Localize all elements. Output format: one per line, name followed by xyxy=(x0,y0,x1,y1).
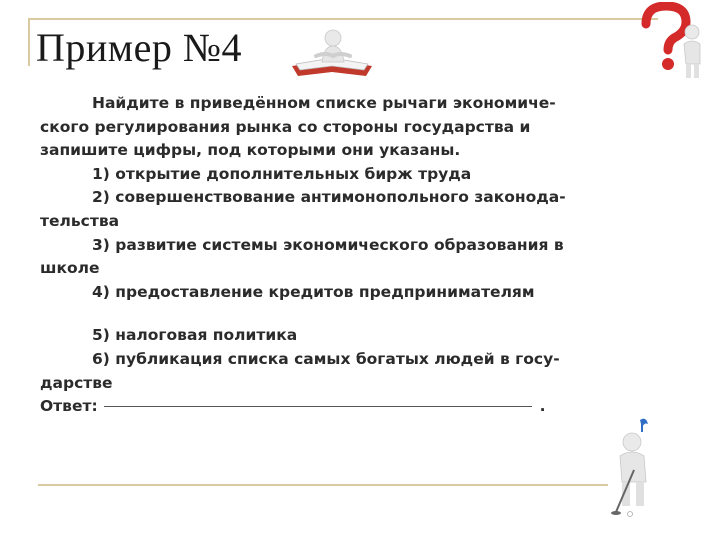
task-intro-line-2: ского регулирования рынка со стороны государства и xyxy=(40,117,531,136)
answer-end-mark: . xyxy=(539,397,546,416)
answer-row xyxy=(40,395,652,419)
option-1: 1) открытие дополнительных бирж труда xyxy=(92,164,472,183)
frame-top-line xyxy=(28,18,658,20)
option-3-continued: школе xyxy=(40,259,100,278)
option-4: 4) предоставление кредитов предпринимателям xyxy=(92,282,535,301)
option-2-continued: тельства xyxy=(40,211,120,230)
figure-reading-book-icon xyxy=(286,26,378,82)
answer-blank-line xyxy=(104,406,532,407)
answer-label: Ответ: xyxy=(40,397,98,416)
option-3: 3) развитие системы экономического образования в xyxy=(92,235,564,254)
option-2: 2) совершенствование антимонопольного законода- xyxy=(92,188,566,207)
slide-title: Пример №4 xyxy=(36,25,243,70)
task-intro-line-3: запишите цифры, под которыми они указаны. xyxy=(40,141,461,160)
figure-golf-icon xyxy=(586,414,686,518)
option-5: 5) налоговая политика xyxy=(92,326,298,345)
frame-left-line xyxy=(28,18,30,66)
option-6-continued: дарстве xyxy=(40,373,113,392)
task-intro-line-1: Найдите в приведённом списке рычаги экономиче- xyxy=(92,94,556,112)
frame-bottom-line xyxy=(38,484,608,486)
option-6: 6) публикация списка самых богатых людей в госу- xyxy=(92,349,560,368)
figure-question-mark-icon xyxy=(636,2,716,80)
task-document xyxy=(40,92,652,419)
